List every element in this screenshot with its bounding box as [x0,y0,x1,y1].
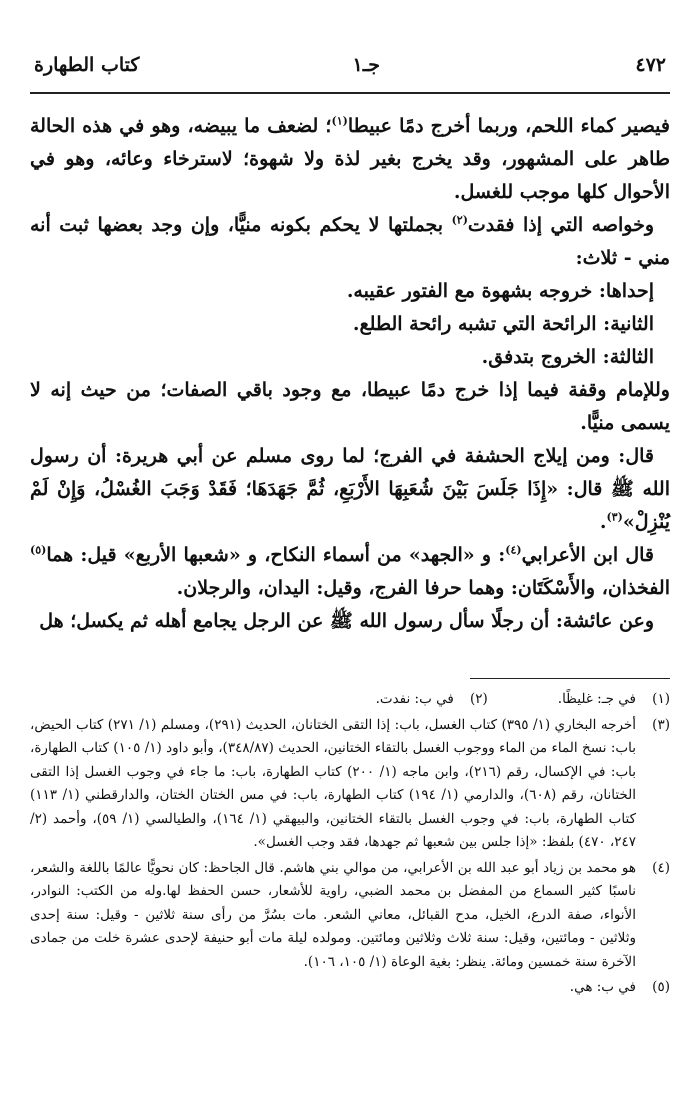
text-run: : و «الجهد» من أسماء النكاح، و «شعبها الأربع» قيل: هما [46,544,506,566]
footnote-ref: (٢) [451,213,468,227]
footnote [376,688,488,714]
footnote-text: هو محمد بن زياد أبو عبد الله بن الأعرابي، من موالي بني هاشم. قال الجاحظ: كان نحويًّا عالمًا باللغة والشعر، ناسبًا كثير السماع من المفضل بن محمد الضبي، راوية للأشعار، حسن الحفظ لها.وله من الكتب: النوادر، الأنواء، صفة الدرع، الخيل، مدح القبائل، معاني الشعر. مات بسُرَّ من رأى سنة ثلاثين - وقيل: سنة إحدى وثلاثين - ومائتين، وقيل: سنة ثلاث وثلاثين ومائتين. ومولده ليلة مات أبو حنيفة لإحدى عشرة خلت من جمادى الآخرة سنة خمسين ومائة. ينظر: بغية الوعاة (١/ ١٠٥، ١٠٦). [30,859,636,970]
text-run: فيصير كماء اللحم، وربما أخرج دمًا عبيطا [347,115,670,137]
footnote-number: (٢) [469,691,488,707]
footnote [30,714,670,855]
paragraph [30,209,670,275]
main-text [30,110,670,638]
footnotes [30,688,670,1002]
footnote-text: في ب: نفدت. [375,691,454,707]
footnote-ref: (٣) [606,510,623,524]
text-run: قال: ومن إيلاج الحشفة في الفرج؛ لما روى مسلم عن أبي هريرة: أن رسول الله ﷺ قال: «إِذَا جَلَسَ بَيْنَ شُعَبِهَا الأَرْبَعِ، ثُمَّ جَهَدَهَا؛ فَقَدْ وَجَبَ الغُسْلُ، وَإِنْ لَمْ يُنْزِلْ» [30,445,670,533]
footnote-text: أخرجه البخاري (١/ ٣٩٥) كتاب الغسل، باب: إذا التقى الختانان، الحديث (٢٩١)، ومسلم (١/ ٢٧١) كتاب الحيض، باب: نسخ الماء من الماء ووجوب الغسل بالتقاء الختانين، الحديث (٣٤٨/٨٧)، وأبو داود (١/ ١٠٥) كتاب الطهارة، باب: في الإكسال، رقم (٢١٦)، وابن ماجه (١/ ٢٠٠) كتاب الطهارة، باب: ما جاء في وجوب الغسل إذا التقى الختانان، رقم (٦٠٨)، والدارمي (١/ ١٩٤) كتاب الطهارة، باب: في مس الختان الختان، والدارقطني (١/ ١١٣) كتاب الطهارة، باب: في وجوب الغسل بالتقاء الختانين، والبيهقي (١/ ١٦٤)، والطيالسي (١/ ٥٩)، وأحمد (٢/ ٢٤٧، ٤٧٠) بلفظ: «إذا جلس بين شعبها ثم جهدها، فقد وجب الغسل». [30,716,637,850]
footnote-number: (٤) [652,859,670,876]
footnote-number: (٣) [652,716,670,733]
book-page [30,48,670,995]
text-run: ؛ لضعف ما يبيضه، وهو في هذه الحالة طاهر على المشهور، وقد يخرج بغير لذة ولا شهوة؛ لاسترخاء وعائه، وهو في الأحوال كلها موجب للغسل. [30,115,670,203]
header-divider [30,92,670,94]
footnote [30,857,670,975]
paragraph [30,539,670,605]
book-title: كتاب الطهارة [34,54,140,76]
footnote-row [30,688,670,714]
text-run: قال ابن الأعرابي [521,544,655,566]
page-header [30,48,670,82]
paragraph [30,110,670,209]
footnote-ref: (٤) [505,543,522,557]
footnote-divider [470,678,670,679]
footnote-number: (٥) [652,979,670,995]
footnote-ref: (٥) [30,543,47,557]
text-run: وخواصه التي إذا فقدت [467,214,654,236]
footnote [558,688,670,712]
text-run: . [599,511,607,533]
page-number: ٤٧٢ [635,54,666,76]
footnote-text: في جـ: غليظًا. [557,691,636,707]
paragraph: وللإمام وقفة فيما إذا خرج دمًا عبيطا، مع وجود باقي الصفات؛ من حيث إنه لا يسمى منيًّا. [30,379,670,434]
paragraph [30,440,670,539]
volume-label: جـ١ [352,54,380,76]
footnote-ref: (١) [331,114,348,128]
paragraph: إحداها: خروجه بشهوة مع الفتور عقيبه. [346,280,654,302]
paragraph: الثانية: الرائحة التي تشبه رائحة الطلع. [352,313,654,335]
text-run: بجملتها لا يحكم بكونه منيًّا، وإن وجد بعضها ثبت أنه مني - ثلاث: [30,214,670,269]
paragraph: وعن عائشة: أن رجلًا سأل رسول الله ﷺ عن الرجل يجامع أهله ثم يكسل؛ هل [39,610,654,632]
footnote-number: (١) [652,691,670,707]
text-run: الفخذان، والأَسْكَتَان: وهما حرفا الفرج، وقيل: اليدان، والرجلان. [176,577,670,599]
footnote [30,976,670,1000]
paragraph: الثالثة: الخروج بتدفق. [481,346,654,368]
footnote-text: في ب: هي. [569,979,636,995]
